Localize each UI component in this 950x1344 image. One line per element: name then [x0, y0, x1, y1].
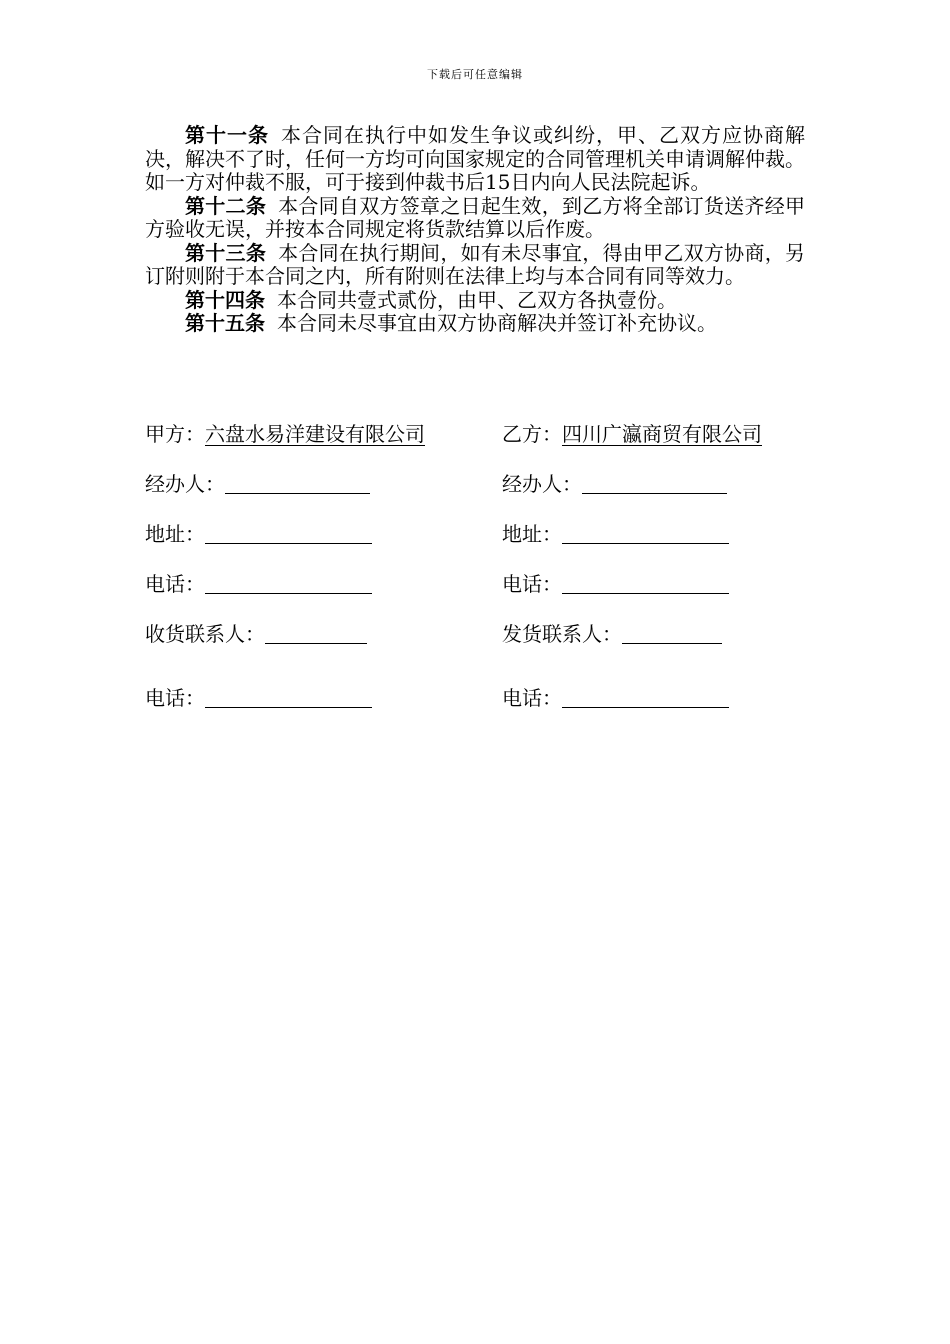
article-14 [145, 289, 805, 313]
article-text: 本合同未尽事宜由双方协商解决并签订补充协议。 [277, 311, 717, 335]
address-blank[interactable] [562, 523, 729, 544]
article-title: 第十三条 [185, 240, 267, 265]
party-b [502, 422, 762, 446]
phone-blank[interactable] [205, 573, 372, 594]
party-a-phone [145, 572, 372, 596]
handler-blank[interactable] [582, 473, 727, 494]
contact-phone-blank[interactable] [562, 687, 729, 708]
article-12 [145, 195, 805, 242]
contract-articles [145, 124, 805, 336]
phone-label: 电话： [145, 572, 205, 596]
address-label: 地址： [502, 522, 562, 546]
phone-label: 电话： [502, 572, 562, 596]
page-header-note: 下载后可任意编辑 [427, 68, 523, 81]
contact-blank[interactable] [265, 623, 367, 644]
party-b-handler [502, 472, 727, 496]
party-b-label: 乙方： [502, 422, 562, 446]
address-label: 地址： [145, 522, 205, 546]
phone-row [145, 572, 845, 600]
article-title: 第十五条 [185, 311, 265, 335]
handler-blank[interactable] [225, 473, 370, 494]
party-b-phone [502, 572, 729, 596]
article-title: 第十一条 [185, 123, 269, 147]
party-a-handler [145, 472, 370, 496]
article-15 [145, 312, 805, 336]
party-a-contact [145, 622, 367, 646]
party-b-contact [502, 622, 722, 646]
contact-blank[interactable] [622, 623, 722, 644]
party-a-label: 甲方： [145, 422, 205, 446]
party-a-contact-phone [145, 686, 372, 710]
article-13 [145, 242, 805, 289]
contact-phone-blank[interactable] [205, 687, 372, 708]
handler-row [145, 472, 845, 500]
article-text: 本合同自双方签章之日起生效，到乙方将全部订货送齐经甲方验收无误，并按本合同规定将货款结算以后作废。 [145, 193, 806, 241]
handler-label: 经办人： [145, 472, 225, 496]
party-a-company: 六盘水易洋建设有限公司 [205, 422, 425, 446]
contact-label: 发货联系人： [502, 622, 622, 646]
phone-blank[interactable] [562, 573, 729, 594]
article-text: 本合同在执行中如发生争议或纠纷，甲、乙双方应协商解决，解决不了时，任何一方均可向国家规定的合同管理机关申请调解仲裁。如一方对仲裁不服，可于接到仲裁书后15日内向人民法院起诉。 [145, 123, 805, 194]
article-title: 第十二条 [185, 193, 267, 218]
contact-phone-row [145, 686, 845, 714]
party-a-address [145, 522, 372, 546]
party-b-contact-phone [502, 686, 729, 710]
article-text: 本合同在执行期间，如有未尽事宜，得由甲乙双方协商，另订附则附于本合同之内，所有附则在法律上均与本合同有同等效力。 [145, 240, 806, 288]
contact-row [145, 622, 845, 650]
handler-label: 经办人： [502, 472, 582, 496]
address-row [145, 522, 845, 550]
article-title: 第十四条 [185, 287, 265, 312]
contact-phone-label: 电话： [145, 686, 205, 710]
party-b-address [502, 522, 729, 546]
address-blank[interactable] [205, 523, 372, 544]
party-row [145, 422, 845, 450]
article-11 [145, 124, 805, 195]
party-a [145, 422, 425, 446]
contact-label: 收货联系人： [145, 622, 265, 646]
article-text: 本合同共壹式贰份，由甲、乙双方各执壹份。 [277, 287, 677, 312]
party-b-company: 四川广瀛商贸有限公司 [562, 422, 762, 446]
contact-phone-label: 电话： [502, 686, 562, 710]
